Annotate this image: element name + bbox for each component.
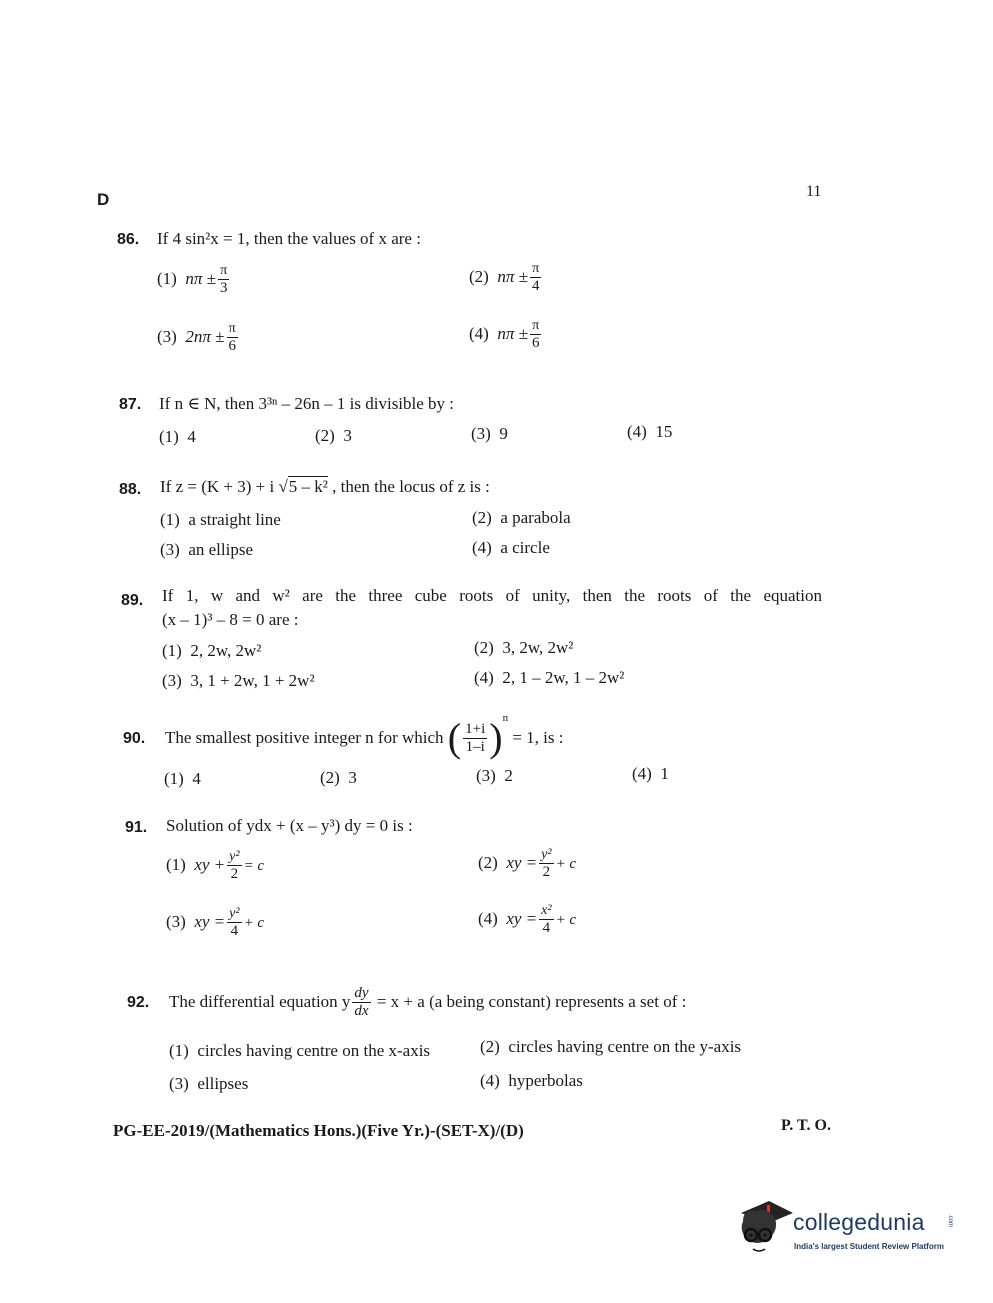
option-4: (4) nπ ± $\frac{\pi}{6}$ <box>469 318 540 351</box>
set-letter: D <box>97 190 110 209</box>
option-3: (3) an ellipse <box>160 540 253 559</box>
option-3: (3) ellipses <box>169 1074 249 1093</box>
option-3: (3) 9 <box>471 424 508 443</box>
option-1: (1) 4 <box>159 427 196 446</box>
option-3: (3) 2 <box>476 766 513 785</box>
question-text: If z = (K + 3) + i √5 – k² , then the locus of z is : <box>160 477 490 496</box>
option-2: (2) 3 <box>315 426 352 445</box>
question-text: If 4 sin²x = 1, then the values of x are : <box>157 229 421 248</box>
option-1: (1) a straight line <box>160 510 281 529</box>
page-number: 11 <box>806 183 822 200</box>
option-2: (2) nπ ± $\frac{\pi}{4}$ <box>469 261 540 294</box>
option-1: (1) 4 <box>164 769 201 788</box>
option-1: (1) xy + $\frac{\text{y²}}{2}$ = c <box>166 849 265 882</box>
question-text-line1: If 1, w and w² are the three cube roots of unity, then the roots of the equation <box>162 586 822 605</box>
option-1: (1) circles having centre on the x-axis <box>169 1041 431 1060</box>
question-text-line2: (x – 1)³ – 8 = 0 are : <box>162 610 299 629</box>
brand-tagline: India's largest Student Review Platform <box>794 1242 944 1251</box>
mascot-icon <box>735 1195 795 1257</box>
question-text: The differential equation y $\frac{dy}{dx}$ = x + a (a being constant) represents a set of : <box>169 984 687 1019</box>
question-number: 87. <box>119 396 142 413</box>
option-2: (2) 3, 2w, 2w² <box>474 638 574 657</box>
option-4: (4) hyperbolas <box>480 1071 583 1090</box>
option-4: (4) a circle <box>472 538 550 557</box>
brand-com: .com <box>947 1214 953 1228</box>
question-text: If n ∈ N, then 3³ⁿ – 26n – 1 is divisible by : <box>159 394 455 413</box>
collegedunia-logo <box>735 1195 960 1265</box>
option-2: (2) xy = $\frac{\text{y²}}{2}$ + c <box>478 847 577 880</box>
question-text: Solution of ydx + (x – y³) dy = 0 is : <box>166 816 413 835</box>
option-2: (2) 3 <box>320 768 357 787</box>
question-number: 89. <box>121 592 144 609</box>
option-3: (3) xy = $\frac{\text{y²}}{4}$ + c <box>166 906 265 939</box>
option-2: (2) a parabola <box>472 508 571 527</box>
option-4: (4) 15 <box>627 422 673 441</box>
question-text: The smallest positive integer n for which ( $\frac{1+i}{1-i}$ ) $^n$ = 1, is : <box>165 712 564 760</box>
question-number: 88. <box>119 481 142 498</box>
brand-name: collegedunia <box>793 1209 925 1235</box>
option-1: (1) nπ ± $\frac{\pi}{3}$ <box>157 263 228 296</box>
question-number: 92. <box>127 994 150 1011</box>
option-4: (4) 2, 1 – 2w, 1 – 2w² <box>474 668 625 687</box>
option-3: (3) 2nπ ± $\frac{\pi}{6}$ <box>157 321 236 354</box>
question-number: 86. <box>117 231 140 248</box>
option-1: (1) 2, 2w, 2w² <box>162 641 262 660</box>
option-4: (4) xy = $\frac{\text{x²}}{4}$ + c <box>478 903 577 936</box>
option-2: (2) circles having centre on the y-axis <box>480 1037 742 1056</box>
paper-code: PG-EE-2019/(Mathematics Hons.)(Five Yr.)-(SET-X)/(D) <box>113 1121 524 1140</box>
option-3: (3) 3, 1 + 2w, 1 + 2w² <box>162 671 315 690</box>
pto-label: P. T. O. <box>781 1117 831 1134</box>
option-4: (4) 1 <box>632 764 669 783</box>
question-number: 90. <box>123 730 146 747</box>
question-number: 91. <box>125 819 148 836</box>
